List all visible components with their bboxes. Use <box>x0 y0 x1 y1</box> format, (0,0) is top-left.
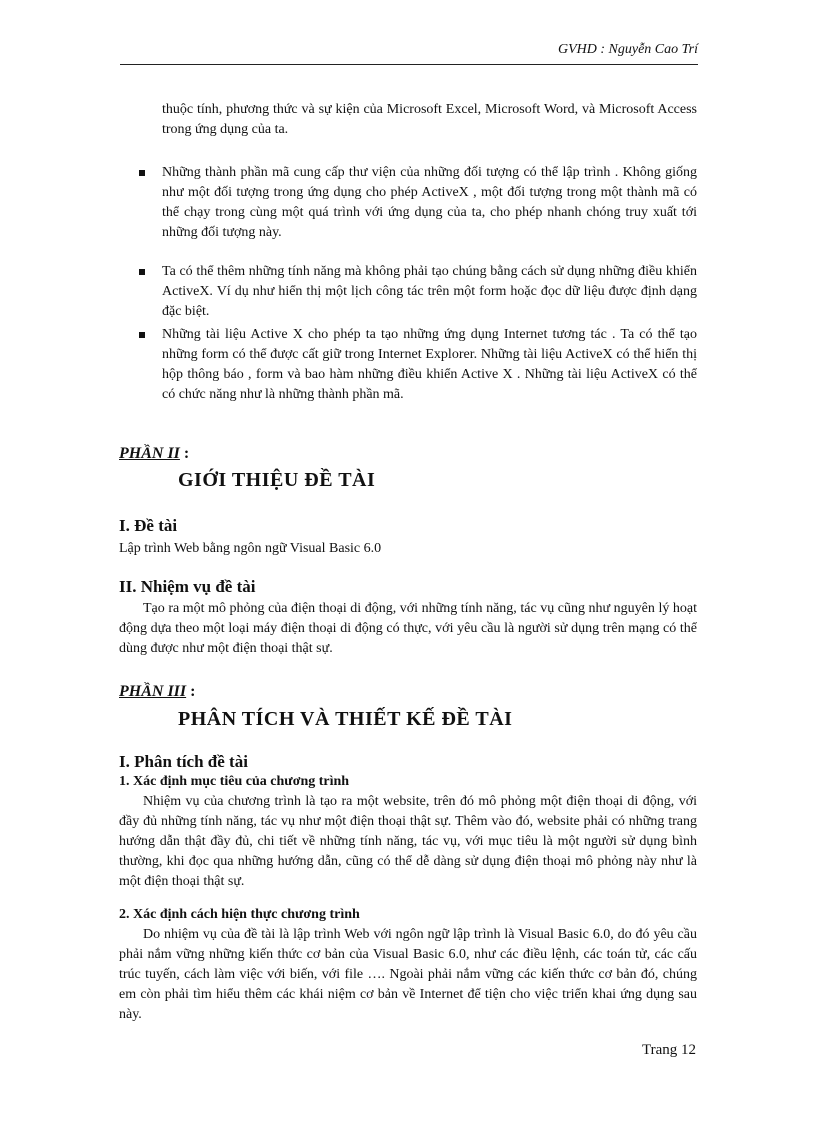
part2-title: GIỚI THIỆU ĐỀ TÀI <box>178 469 376 491</box>
part3-colon: : <box>186 683 196 700</box>
list-item <box>119 325 697 405</box>
page-number: Trang 12 <box>641 1042 696 1058</box>
square-bullet-icon <box>139 332 145 338</box>
square-bullet-icon <box>139 170 145 176</box>
section-heading: I. Đề tài <box>119 516 178 535</box>
header-supervisor: GVHD : Nguyễn Cao Trí <box>558 42 698 57</box>
subsection-heading: 1. Xác định mục tiêu của chương trình <box>119 774 350 789</box>
part2-label: PHẦN II <box>119 445 180 462</box>
subsection-text: Nhiệm vụ của chương trình là tạo ra một website, trên đó mô phỏng một điện thoại di động, với đầy đủ những tính năng, tác vụ như một điện thoại thật sự. Thêm vào đó, website phải có những trang hướng dẫn thật đầy đủ, chi tiết về những tính năng, tác vụ, với mục tiêu là một người sử dụng bình thường, khi đọc qua những hướng dẫn, cũng có thể dễ dàng sử dụng điện thoại mô phỏng này như là một điện thoại thật sự. <box>119 794 697 889</box>
bullet-text: Những tài liệu Active X cho phép ta tạo những ứng dụng Internet tương tác . Ta có thể tạo những form có thể được cất giữ trong Internet Explorer. Những tài liệu ActiveX có thể hiển thị hộp thông báo , form và bao hàm những điều khiển Active X . Những tài liệu ActiveX có thể có chức năng như là những thành phần mã. <box>162 327 697 402</box>
section-text: Lập trình Web bằng ngôn ngữ Visual Basic 6.0 <box>119 541 382 556</box>
section-heading: I. Phân tích đề tài <box>119 752 248 771</box>
part3-heading <box>119 683 697 701</box>
list-item <box>119 262 697 322</box>
part3-label: PHẦN III <box>119 683 187 700</box>
part2-heading <box>119 445 697 463</box>
section-heading: II. Nhiệm vụ đề tài <box>119 577 256 596</box>
page-body <box>119 100 697 1025</box>
square-bullet-icon <box>139 269 145 275</box>
intro-continuation: thuộc tính, phương thức và sự kiện của Microsoft Excel, Microsoft Word, và Microsoft Access trong ứng dụng của ta. <box>162 102 697 137</box>
subsection-heading: 2. Xác định cách hiện thực chương trình <box>119 907 360 922</box>
bullet-list <box>119 163 697 405</box>
page-header <box>120 42 698 65</box>
section-text: Tạo ra một mô phỏng của điện thoại di động, với những tính năng, tác vụ cũng như nguyên lý hoạt động dựa theo một loại máy điện thoại di động có thực, với yêu cầu là người sử dụng trên mạng có thể dùng được như một điện thoại thật sự. <box>119 601 697 656</box>
part2-colon: : <box>179 445 190 462</box>
bullet-text: Ta có thể thêm những tính năng mà không phải tạo chúng bằng cách sử dụng những điều khiển ActiveX. Ví dụ như hiển thị một lịch công tác trên một form hoặc đọc dữ liệu được định dạng đặc biệt. <box>162 264 697 319</box>
subsection-text: Do nhiệm vụ của đề tài là lập trình Web với ngôn ngữ lập trình là Visual Basic 6.0, do đó yêu cầu phải nắm vững những kiến thức cơ bản của Visual Basic 6.0, như các điều lệnh, các toán tử, các cấu trúc tuyến, cách làm việc với biến, với file …. Ngoài phải nắm vững các kiến thức cơ bản đó, chúng em còn phải tìm hiểu thêm các khái niệm cơ bản về Internet để tiện cho việc triển khai ứng dụng sau này. <box>119 927 697 1022</box>
part3-title: PHÂN TÍCH VÀ THIẾT KẾ ĐỀ TÀI <box>178 708 513 730</box>
list-item <box>119 163 697 243</box>
bullet-text: Những thành phần mã cung cấp thư viện của những đối tượng có thể lập trình . Không giống như một đối tượng trong ứng dụng cho phép ActiveX , một đối tượng trong một thành mã có thể chạy trong cùng một quá trình với ứng dụng của ta, cho phép nhanh chóng truy xuất tới những đối tượng này. <box>162 165 697 240</box>
